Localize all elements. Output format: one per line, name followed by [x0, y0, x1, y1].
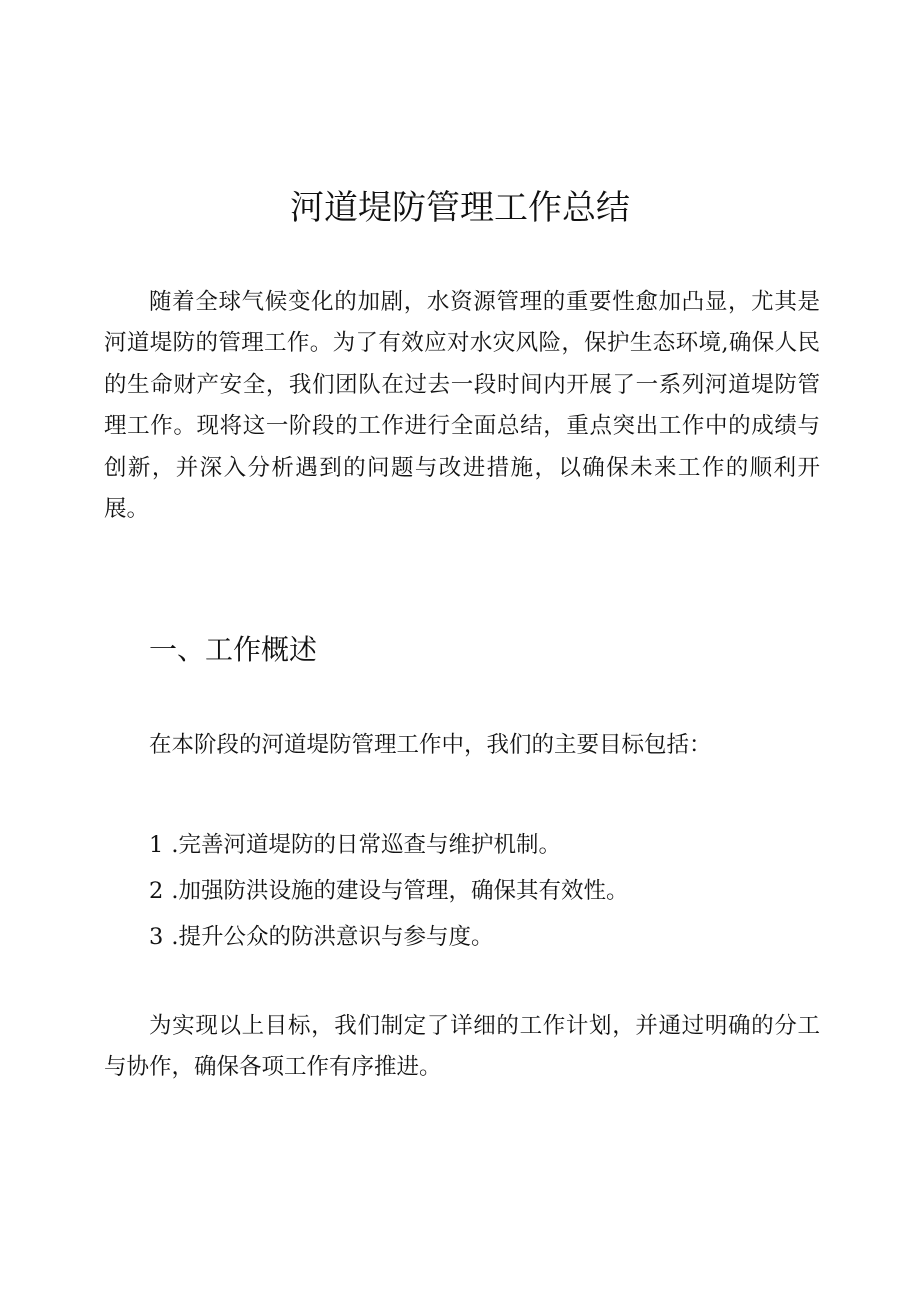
goal-text: .提升公众的防洪意识与参与度。 — [171, 924, 494, 950]
goals-lead-paragraph: 在本阶段的河道堤防管理工作中，我们的主要目标包括： — [149, 732, 712, 758]
goal-item — [149, 824, 628, 870]
intro-paragraph: 随着全球气候变化的加剧，水资源管理的重要性愈加凸显，尤其是河道堤防的管理工作。为了有效应对水灾风险，保护生态环境,确保人民的生命财产安全，我们团队在过去一段时间内开展了一系列河道堤防管理工作。现将这一阶段的工作进行全面总结，重点突出工作中的成绩与创新，并深入分析遇到的问题与改进措施，以确保未来工作的顺利开展。 — [104, 289, 820, 523]
goal-number: 2 — [149, 878, 164, 904]
goal-item — [149, 916, 628, 962]
goal-item — [149, 870, 628, 916]
document-title: 河道堤防管理工作总结 — [290, 188, 630, 228]
goal-text: .加强防洪设施的建设与管理，确保其有效性。 — [171, 878, 629, 904]
plan-paragraph: 为实现以上目标，我们制定了详细的工作计划，并通过明确的分工与协作，确保各项工作有序推进。 — [104, 1013, 820, 1081]
section-heading-overview: 一、工作概述 — [149, 633, 318, 666]
goal-list — [149, 824, 628, 962]
goal-number: 1 — [149, 832, 164, 858]
goal-number: 3 — [149, 924, 164, 950]
goal-text: .完善河道堤防的日常巡查与维护机制。 — [171, 832, 561, 858]
